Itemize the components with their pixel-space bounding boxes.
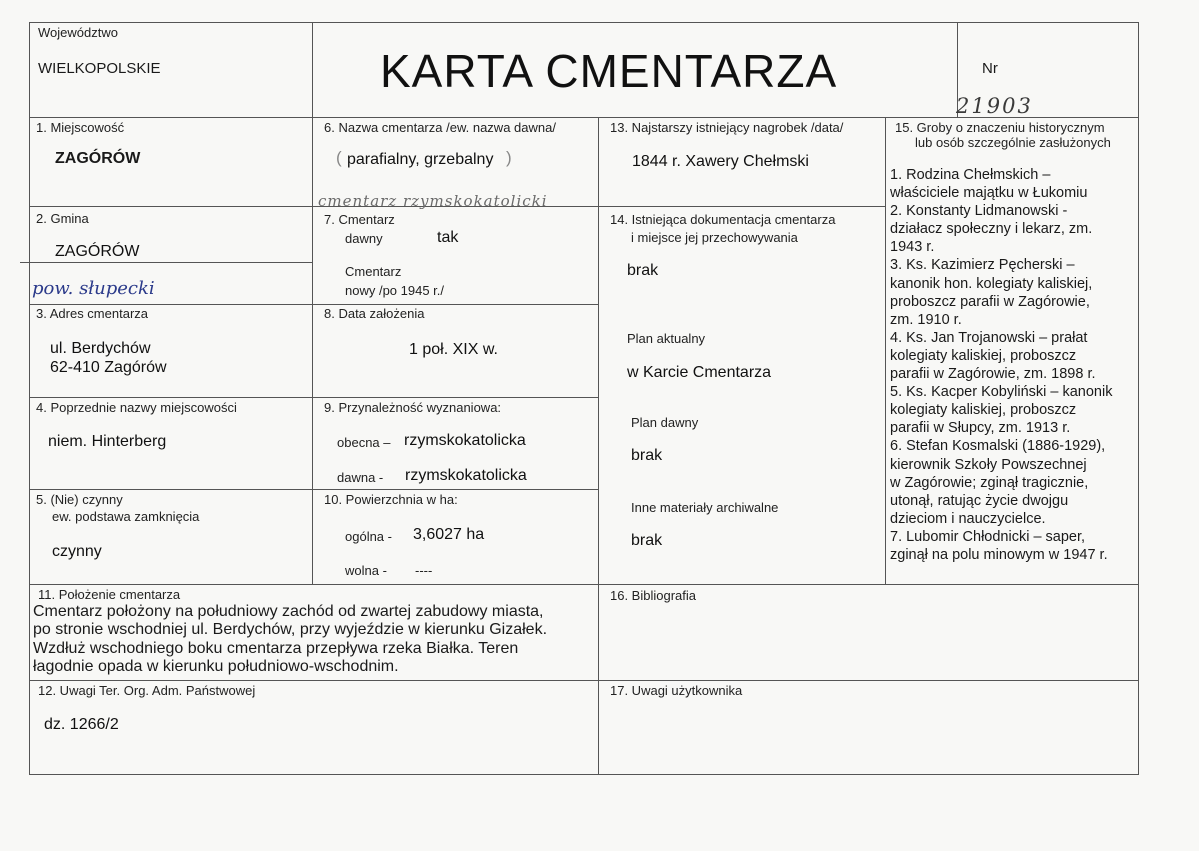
f8-label: 8. Data założenia <box>324 306 425 321</box>
f3-line1: ul. Berdychów <box>50 340 151 357</box>
rule-right <box>1138 22 1139 775</box>
rule-lower <box>29 680 1139 681</box>
rule-l-2a <box>20 262 313 263</box>
f14-plan-akt-label: Plan aktualny <box>627 331 706 346</box>
f15-line: zginął na polu minowym w 1947 r. <box>890 546 1108 563</box>
f14-inne-label: Inne materiały archiwalne <box>631 500 779 515</box>
f14-inne-value: brak <box>631 532 663 549</box>
f15-line: kolegiaty kaliskiej, proboszcz <box>890 402 1077 419</box>
f15-line: parafii w Zagórowie, zm. 1898 r. <box>890 366 1096 383</box>
f7-label: 7. Cmentarz <box>324 212 395 227</box>
f11-label: 11. Położenie cmentarza <box>38 587 181 602</box>
f11-line: Wzdłuż wschodniego boku cmentarza przepływa rzeka Białka. Teren <box>33 639 519 657</box>
f14-plan-akt-value: w Karcie Cmentarza <box>627 364 772 381</box>
f15-line: w Zagórowie; zginął tragicznie, <box>890 474 1089 491</box>
f11-line: po stronie wschodniej ul. Berdychów, przy wyjeździe w kierunku Gizałek. <box>33 621 548 639</box>
f6-handwritten: cmentarz rzymskokatolicki <box>318 192 548 210</box>
f15-line: proboszcz parafii w Zagórowie, <box>890 293 1090 310</box>
f15-line: 6. Stefan Kosmalski (1886-1929), <box>890 438 1106 455</box>
f6-label: 6. Nazwa cmentarza /ew. nazwa dawna/ <box>324 120 556 135</box>
f14-plan-daw-value: brak <box>631 447 663 464</box>
f9-dawna-value: rzymskokatolicka <box>405 467 527 484</box>
f15-graves-list <box>890 166 1112 564</box>
f11-line: Cmentarz położony na południowy zachód od zwartej zabudowy miasta, <box>33 603 544 620</box>
wojewodztwo-value: WIELKOPOLSKIE <box>38 60 161 77</box>
card-title: KARTA CMENTARZA <box>380 45 838 97</box>
f1-label: 1. Miejscowość <box>36 120 125 135</box>
f13-label: 13. Najstarszy istniejący nagrobek /data/ <box>610 120 844 135</box>
f10-wolna-label: wolna - <box>345 563 387 578</box>
f15-line: 3. Ks. Kazimierz Pęcherski – <box>890 257 1075 274</box>
f6-value: parafialny, grzebalny <box>347 151 494 168</box>
rule-top <box>29 22 1139 23</box>
f15-line: 1943 r. <box>890 239 935 256</box>
f14-label-2: i miejsce jej przechowywania <box>631 230 798 245</box>
f7-dawny-label: dawny <box>345 231 383 246</box>
f17-label: 17. Uwagi użytkownika <box>610 683 743 698</box>
f15-line: 7. Lubomir Chłodnicki – saper, <box>890 528 1086 545</box>
f8-value: 1 poł. XIX w. <box>409 341 498 358</box>
f6-paren-open: ( <box>336 148 342 167</box>
rule-l-4 <box>29 397 313 398</box>
rule-m-3 <box>312 397 599 398</box>
rule-left <box>29 22 30 775</box>
rule-bottom <box>29 774 1139 775</box>
rule-m-4 <box>312 489 599 490</box>
f4-label: 4. Poprzednie nazwy miejscowości <box>36 400 237 415</box>
f3-label: 3. Adres cmentarza <box>36 306 148 321</box>
nr-label: Nr <box>982 60 998 77</box>
f2-handwritten: pow. słupecki <box>32 278 155 299</box>
f15-line: parafii w Słupcy, zm. 1913 r. <box>890 420 1071 437</box>
f9-obecna-label: obecna – <box>337 435 391 450</box>
f10-label: 10. Powierzchnia w ha: <box>324 492 458 507</box>
f14-value: brak <box>627 262 659 279</box>
f5-label-2: ew. podstawa zamknięcia <box>52 509 200 524</box>
f11-description <box>33 603 547 676</box>
f15-line: działacz społeczny i lekarz, zm. <box>890 221 1093 238</box>
f5-label-1: 5. (Nie) czynny <box>36 492 123 507</box>
f15-line: 1. Rodzina Chełmskich – <box>890 167 1051 183</box>
rule-r-1 <box>598 206 886 207</box>
f9-obecna-value: rzymskokatolicka <box>404 432 526 449</box>
f2-label: 2. Gmina <box>36 211 89 226</box>
rule-mid <box>29 584 1139 585</box>
wojewodztwo-label: Województwo <box>38 25 118 40</box>
f15-line: 4. Ks. Jan Trojanowski – prałat <box>890 329 1088 346</box>
rule-m-2 <box>312 304 599 305</box>
f15-line: kolegiaty kaliskiej, proboszcz <box>890 347 1077 364</box>
f5-value: czynny <box>52 543 102 560</box>
f7-nowy-label-1: Cmentarz <box>345 264 402 279</box>
f15-line: właściciele majątku w Łukomiu <box>890 185 1088 202</box>
f9-label: 9. Przynależność wyznaniowa: <box>324 400 502 415</box>
f3-line2: 62-410 Zagórów <box>50 359 167 376</box>
f15-line: zm. 1910 r. <box>890 311 962 328</box>
f10-ogolna-value: 3,6027 ha <box>413 526 485 543</box>
f11-line: łagodnie opada w kierunku południowo-wschodnim. <box>33 657 399 675</box>
f14-label-1: 14. Istniejąca dokumentacja cmentarza <box>610 212 836 227</box>
rule-col2 <box>598 117 599 775</box>
f6-paren-close: ) <box>506 148 512 167</box>
rule-l-1 <box>29 206 313 207</box>
f7-dawny-value: tak <box>437 229 459 246</box>
nr-value: 21903 <box>956 94 1033 118</box>
f15-label-2: lub osób szczególnie zasłużonych <box>915 135 1111 150</box>
rule-l-3 <box>29 304 313 305</box>
f15-line: 5. Ks. Kacper Kobyliński – kanonik <box>890 384 1113 401</box>
f15-line: utonął, ratując życie dwojgu <box>890 492 1069 509</box>
f4-value: niem. Hinterberg <box>48 433 167 450</box>
f15-line: kierownik Szkoły Powszechnej <box>890 456 1087 473</box>
f15-line: dzieciom i nauczycielce. <box>890 510 1046 527</box>
f15-line: kanonik hon. kolegiaty kaliskiej, <box>890 275 1093 292</box>
f7-nowy-label-2: nowy /po 1945 r./ <box>345 283 445 298</box>
f1-value: ZAGÓRÓW <box>55 150 141 167</box>
f2-value: ZAGÓRÓW <box>55 243 140 260</box>
f13-value: 1844 r. Xawery Chełmski <box>632 153 809 170</box>
rule-col3 <box>885 117 886 585</box>
f10-wolna-value: ---- <box>415 563 433 578</box>
f12-label: 12. Uwagi Ter. Org. Adm. Państwowej <box>38 683 256 698</box>
f15-line: 2. Konstanty Lidmanowski - <box>890 203 1068 220</box>
f15-label-1: 15. Groby o znaczeniu historycznym <box>895 120 1105 135</box>
rule-l-5 <box>29 489 313 490</box>
f10-ogolna-label: ogólna - <box>345 529 392 544</box>
f9-dawna-label: dawna - <box>337 470 384 485</box>
f16-label: 16. Bibliografia <box>610 588 696 603</box>
f12-value: dz. 1266/2 <box>44 716 119 733</box>
f14-plan-daw-label: Plan dawny <box>631 415 699 430</box>
